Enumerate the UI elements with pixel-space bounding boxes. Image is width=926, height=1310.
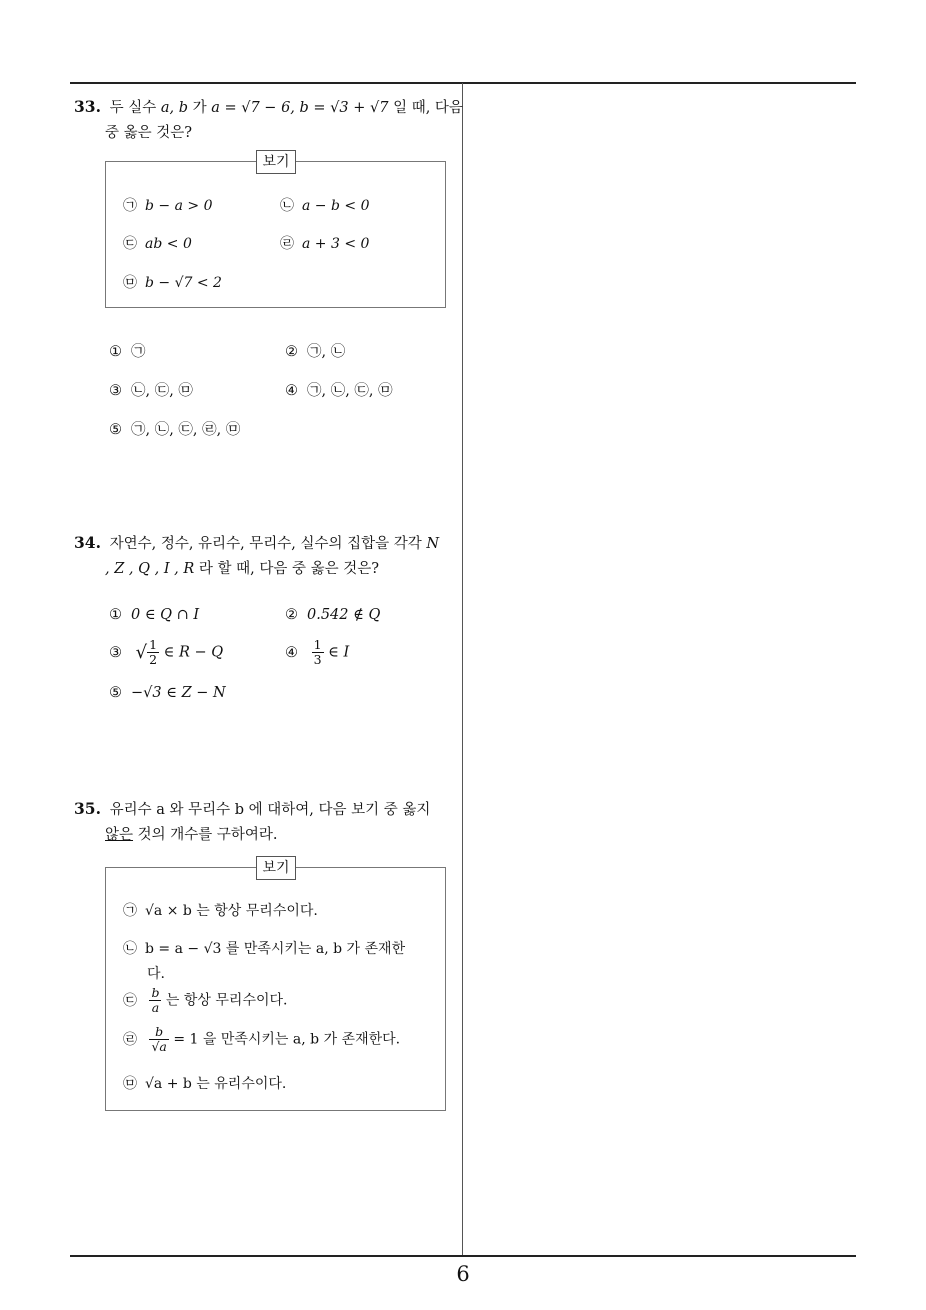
sqrt-icon: √: [135, 642, 148, 663]
question-number: 34.: [74, 533, 101, 552]
item-mark: ㉡: [280, 198, 294, 214]
option-text: ㉠: [131, 344, 146, 360]
question-text: 라 할 때, 다음 중 옳은 것은?: [198, 561, 380, 577]
numerator: 1: [149, 637, 158, 652]
bogi-item: [123, 272, 222, 292]
bogi-box-35: [105, 860, 446, 1111]
item-text: b − a > 0: [145, 198, 213, 214]
item-mark: ㉤: [123, 275, 137, 291]
option-text: 0 ∈ Q ∩ I: [131, 607, 200, 623]
item-text: = 1 을 만족시키는 a, b 가 존재한다.: [173, 1031, 401, 1048]
option-3[interactable]: [109, 638, 223, 667]
underlined-text: 않은: [105, 827, 134, 843]
column-divider: [462, 83, 463, 1256]
option-text: ㉡, ㉢, ㉤: [131, 383, 193, 399]
question-text: 자연수, 정수, 유리수, 무리수, 실수의 집합을 각각: [109, 536, 422, 552]
top-rule: [70, 82, 856, 84]
option-text: ∈ I: [328, 644, 350, 661]
item-text: √a + b 는 유리수이다.: [145, 1076, 287, 1092]
option-mark: ③: [109, 383, 122, 399]
option-mark: ②: [285, 607, 298, 623]
item-mark: ㉢: [123, 236, 137, 252]
question-text: 것의 개수를 구하여라.: [137, 827, 278, 843]
page-number: 6: [456, 1262, 470, 1286]
bogi-item-continued: 다.: [147, 966, 165, 982]
question-35-line-1: [74, 796, 458, 823]
bogi-item: [280, 195, 369, 215]
item-text: b = a − √3 를 만족시키는 a, b 가 존재한: [145, 941, 406, 957]
item-text: a + 3 < 0: [302, 236, 370, 252]
bogi-item: [123, 195, 212, 215]
question-number: 35.: [74, 799, 101, 818]
option-mark: ①: [109, 607, 122, 623]
bogi-item: [280, 233, 369, 253]
option-text: ㉠, ㉡, ㉢, ㉣, ㉤: [131, 422, 241, 438]
item-mark: ㉠: [123, 198, 137, 214]
option-4[interactable]: [285, 638, 349, 667]
item-mark: ㉠: [123, 903, 137, 919]
denominator: a: [151, 1000, 160, 1015]
bogi-item: [123, 233, 192, 253]
option-text: 0.542 ∉ Q: [307, 607, 381, 623]
bogi-item: [123, 1025, 400, 1054]
question-text: 일 때, 다음: [393, 100, 463, 116]
numerator: b: [151, 985, 160, 1000]
option-text: ㉠, ㉡: [307, 344, 346, 360]
item-text: √a × b 는 항상 무리수이다.: [145, 903, 318, 919]
item-mark: ㉡: [123, 941, 137, 957]
bogi-item: [123, 986, 287, 1015]
item-text: b − √7 < 2: [145, 275, 222, 291]
question-33-line-2: 중 옳은 것은?: [105, 125, 193, 141]
denominator: √a: [151, 1039, 167, 1054]
question-33: [74, 94, 463, 146]
bogi-item: [123, 900, 318, 920]
option-2[interactable]: [285, 607, 380, 623]
question-33-line-1: [74, 94, 463, 121]
item-text: ab < 0: [145, 236, 192, 252]
question-text: 가: [192, 100, 207, 116]
item-text: a − b < 0: [302, 198, 370, 214]
option-1[interactable]: [109, 607, 199, 623]
option-mark: ⑤: [109, 422, 122, 438]
question-vars: , Z , Q , I , R: [105, 561, 195, 577]
fraction: [149, 986, 161, 1015]
bogi-item: [123, 1073, 286, 1093]
question-text: 유리수 a 와 무리수 b 에 대하여, 다음 보기 중 옳지: [109, 802, 431, 818]
question-35: [74, 796, 458, 848]
item-text: 는 항상 무리수이다.: [165, 992, 288, 1009]
denominator: 3: [313, 652, 322, 667]
question-34-line-2: [74, 557, 458, 582]
bottom-rule: [70, 1255, 856, 1257]
option-4[interactable]: [285, 379, 393, 400]
option-mark: ②: [285, 344, 298, 360]
fraction: [312, 638, 324, 667]
question-34-line-1: [74, 530, 458, 557]
option-mark: ④: [285, 383, 298, 399]
equation-b: b = √3 + √7: [299, 100, 389, 116]
option-text: ㉠, ㉡, ㉢, ㉤: [307, 383, 393, 399]
question-vars: a, b: [160, 100, 188, 116]
denominator: 2: [149, 652, 158, 667]
option-mark: ①: [109, 344, 122, 360]
question-34: [74, 530, 458, 582]
option-3[interactable]: [109, 379, 193, 400]
question-text: 두 실수: [109, 100, 157, 116]
option-1[interactable]: [109, 340, 146, 361]
numerator: b: [149, 1025, 168, 1040]
option-mark: ⑤: [109, 685, 122, 701]
fraction: [149, 1025, 168, 1054]
option-mark: ④: [285, 644, 298, 661]
option-5[interactable]: [109, 418, 240, 439]
option-text: ∈ R − Q: [163, 644, 224, 661]
item-mark: ㉣: [280, 236, 294, 252]
equation-a: a = √7 − 6,: [211, 100, 295, 116]
item-mark: ㉢: [123, 992, 137, 1009]
bogi-label: 보기: [256, 150, 296, 174]
numerator: 1: [313, 637, 322, 652]
option-text: −√3 ∈ Z − N: [131, 685, 226, 701]
fraction: [147, 638, 159, 667]
question-number: 33.: [74, 97, 101, 116]
option-mark: ③: [109, 644, 122, 661]
item-mark: ㉤: [123, 1076, 137, 1092]
option-2[interactable]: [285, 340, 345, 361]
bogi-box-33: [105, 154, 446, 308]
question-35-line-2: [74, 823, 458, 848]
item-mark: ㉣: [123, 1031, 137, 1048]
bogi-label: 보기: [256, 856, 296, 880]
bogi-item: [123, 938, 405, 958]
option-5[interactable]: [109, 685, 226, 701]
question-var: N: [426, 536, 440, 552]
